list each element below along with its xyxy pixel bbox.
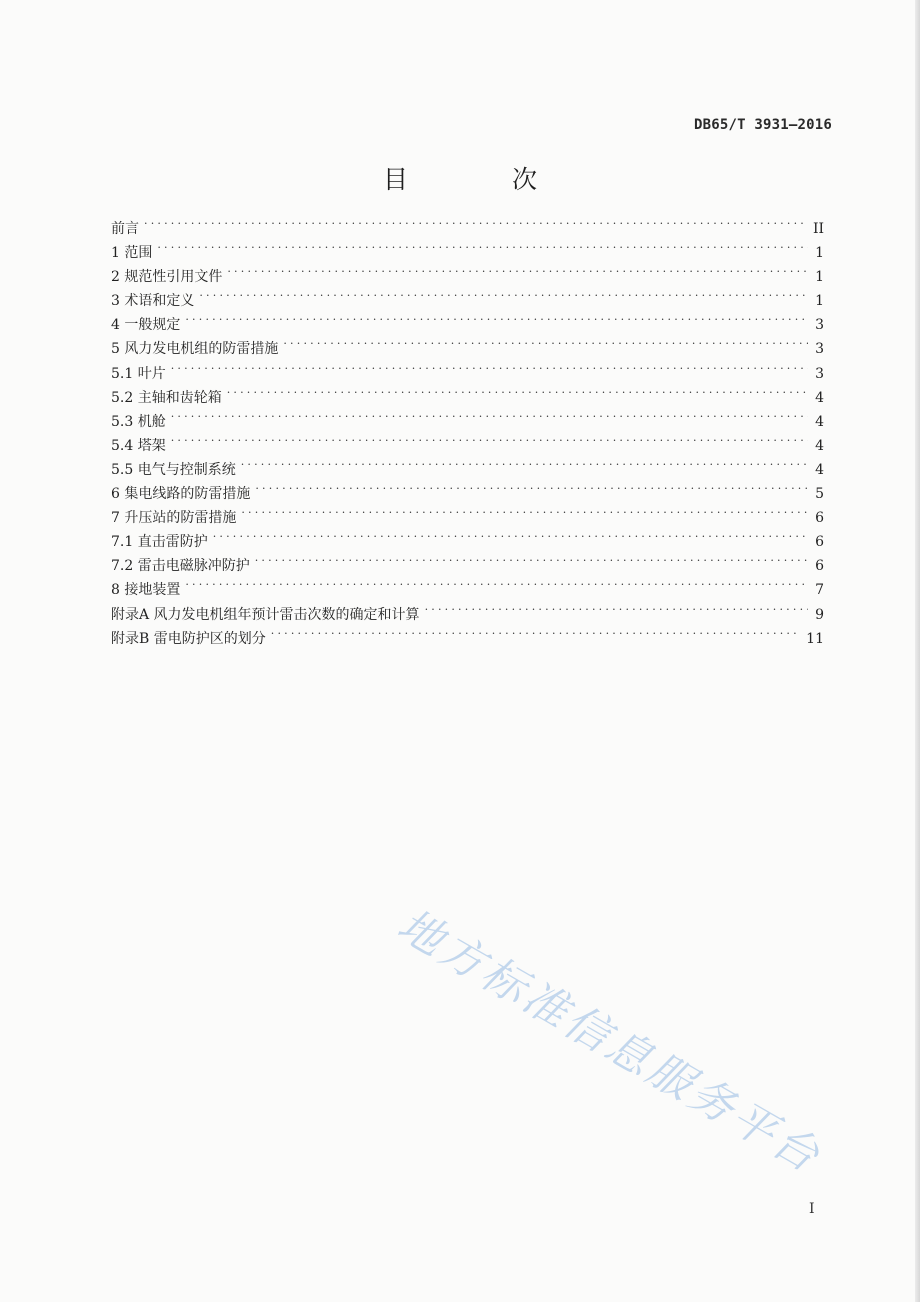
toc-dot-leader bbox=[171, 354, 808, 378]
toc-dot-leader bbox=[283, 329, 808, 353]
toc-entry-page: 9 bbox=[815, 606, 824, 623]
page-title: 目 次 bbox=[383, 165, 585, 194]
toc-entry-label: 7.2 雷击电磁脉冲防护 bbox=[111, 558, 250, 575]
toc-entry-label: 6 集电线路的防雷措施 bbox=[111, 486, 251, 503]
toc-entry-label: 5.4 塔架 bbox=[111, 437, 166, 454]
watermark: 地方标准信息服务平台 bbox=[389, 899, 831, 1184]
toc-entry[interactable] bbox=[111, 233, 824, 262]
toc-dot-leader bbox=[227, 257, 808, 281]
table-of-contents bbox=[111, 209, 824, 647]
toc-entry-label: 5.2 主轴和齿轮箱 bbox=[111, 389, 222, 406]
toc-entry-label: 2 规范性引用文件 bbox=[111, 269, 223, 286]
toc-entry[interactable] bbox=[111, 522, 824, 551]
toc-entry-label: 7.1 直击雷防护 bbox=[111, 534, 208, 551]
toc-dot-leader bbox=[185, 305, 808, 329]
toc-entry-page: 11 bbox=[806, 630, 824, 647]
toc-entry-page: 1 bbox=[815, 293, 824, 310]
toc-entry[interactable] bbox=[111, 570, 824, 599]
toc-dot-leader bbox=[185, 570, 808, 594]
toc-entry-label: 5.3 机舱 bbox=[111, 413, 166, 430]
toc-entry-label: 前言 bbox=[111, 221, 139, 237]
toc-entry-page: 6 bbox=[815, 510, 824, 527]
toc-entry-page: 3 bbox=[815, 365, 824, 382]
toc-entry-page: 1 bbox=[815, 269, 824, 286]
toc-entry[interactable] bbox=[111, 329, 824, 358]
toc-entry-label: 4 一般规定 bbox=[111, 317, 181, 334]
toc-entry-page: 6 bbox=[815, 558, 824, 575]
toc-entry-label: 附录B 雷电防护区的划分 bbox=[111, 630, 266, 647]
toc-entry[interactable] bbox=[111, 354, 824, 382]
toc-entry[interactable] bbox=[111, 546, 824, 575]
toc-entry-page: 4 bbox=[815, 389, 824, 406]
toc-dot-leader bbox=[227, 378, 808, 402]
toc-entry-page: 4 bbox=[815, 437, 824, 454]
toc-entry[interactable] bbox=[111, 378, 824, 406]
toc-entry-page: 1 bbox=[815, 245, 824, 262]
toc-entry[interactable] bbox=[111, 257, 824, 286]
toc-entry-label: 5.1 叶片 bbox=[111, 365, 166, 382]
toc-entry-page: 5 bbox=[815, 486, 824, 503]
toc-entry[interactable] bbox=[111, 426, 824, 454]
toc-dot-leader bbox=[241, 450, 808, 474]
toc-entry-label: 3 术语和定义 bbox=[111, 293, 195, 310]
document-code: DB65/T 3931—2016 bbox=[693, 117, 832, 133]
toc-entry-page: 4 bbox=[815, 461, 824, 478]
toc-entry-page: 3 bbox=[815, 341, 824, 358]
toc-entry[interactable] bbox=[111, 402, 824, 430]
toc-dot-leader bbox=[255, 474, 808, 498]
toc-entry-page: 7 bbox=[815, 582, 824, 599]
toc-entry-label: 1 范围 bbox=[111, 245, 153, 262]
toc-entry-label: 5.5 电气与控制系统 bbox=[111, 461, 236, 478]
toc-entry-page: 3 bbox=[815, 317, 824, 334]
toc-dot-leader bbox=[213, 522, 808, 546]
toc-dot-leader bbox=[271, 619, 799, 643]
toc-dot-leader bbox=[425, 595, 809, 619]
toc-entry[interactable] bbox=[111, 595, 824, 623]
page-number: I bbox=[809, 1201, 815, 1217]
toc-entry[interactable] bbox=[111, 305, 824, 334]
toc-dot-leader bbox=[144, 209, 806, 233]
toc-dot-leader bbox=[241, 498, 808, 522]
toc-entry[interactable] bbox=[111, 209, 824, 237]
toc-dot-leader bbox=[171, 426, 808, 450]
toc-entry-page: 4 bbox=[815, 413, 824, 430]
toc-dot-leader bbox=[171, 402, 808, 426]
toc-entry-label: 附录A 风力发电机组年预计雷击次数的确定和计算 bbox=[111, 606, 420, 623]
toc-entry-label: 8 接地装置 bbox=[111, 582, 181, 599]
toc-entry-page: 6 bbox=[815, 534, 824, 551]
toc-entry-label: 5 风力发电机组的防雷措施 bbox=[111, 341, 279, 358]
toc-dot-leader bbox=[255, 546, 808, 570]
toc-entry[interactable] bbox=[111, 450, 824, 478]
toc-dot-leader bbox=[157, 233, 808, 257]
toc-entry-label: 7 升压站的防雷措施 bbox=[111, 510, 237, 527]
toc-dot-leader bbox=[199, 281, 808, 305]
toc-entry[interactable] bbox=[111, 281, 824, 310]
toc-entry-page: II bbox=[812, 221, 824, 237]
